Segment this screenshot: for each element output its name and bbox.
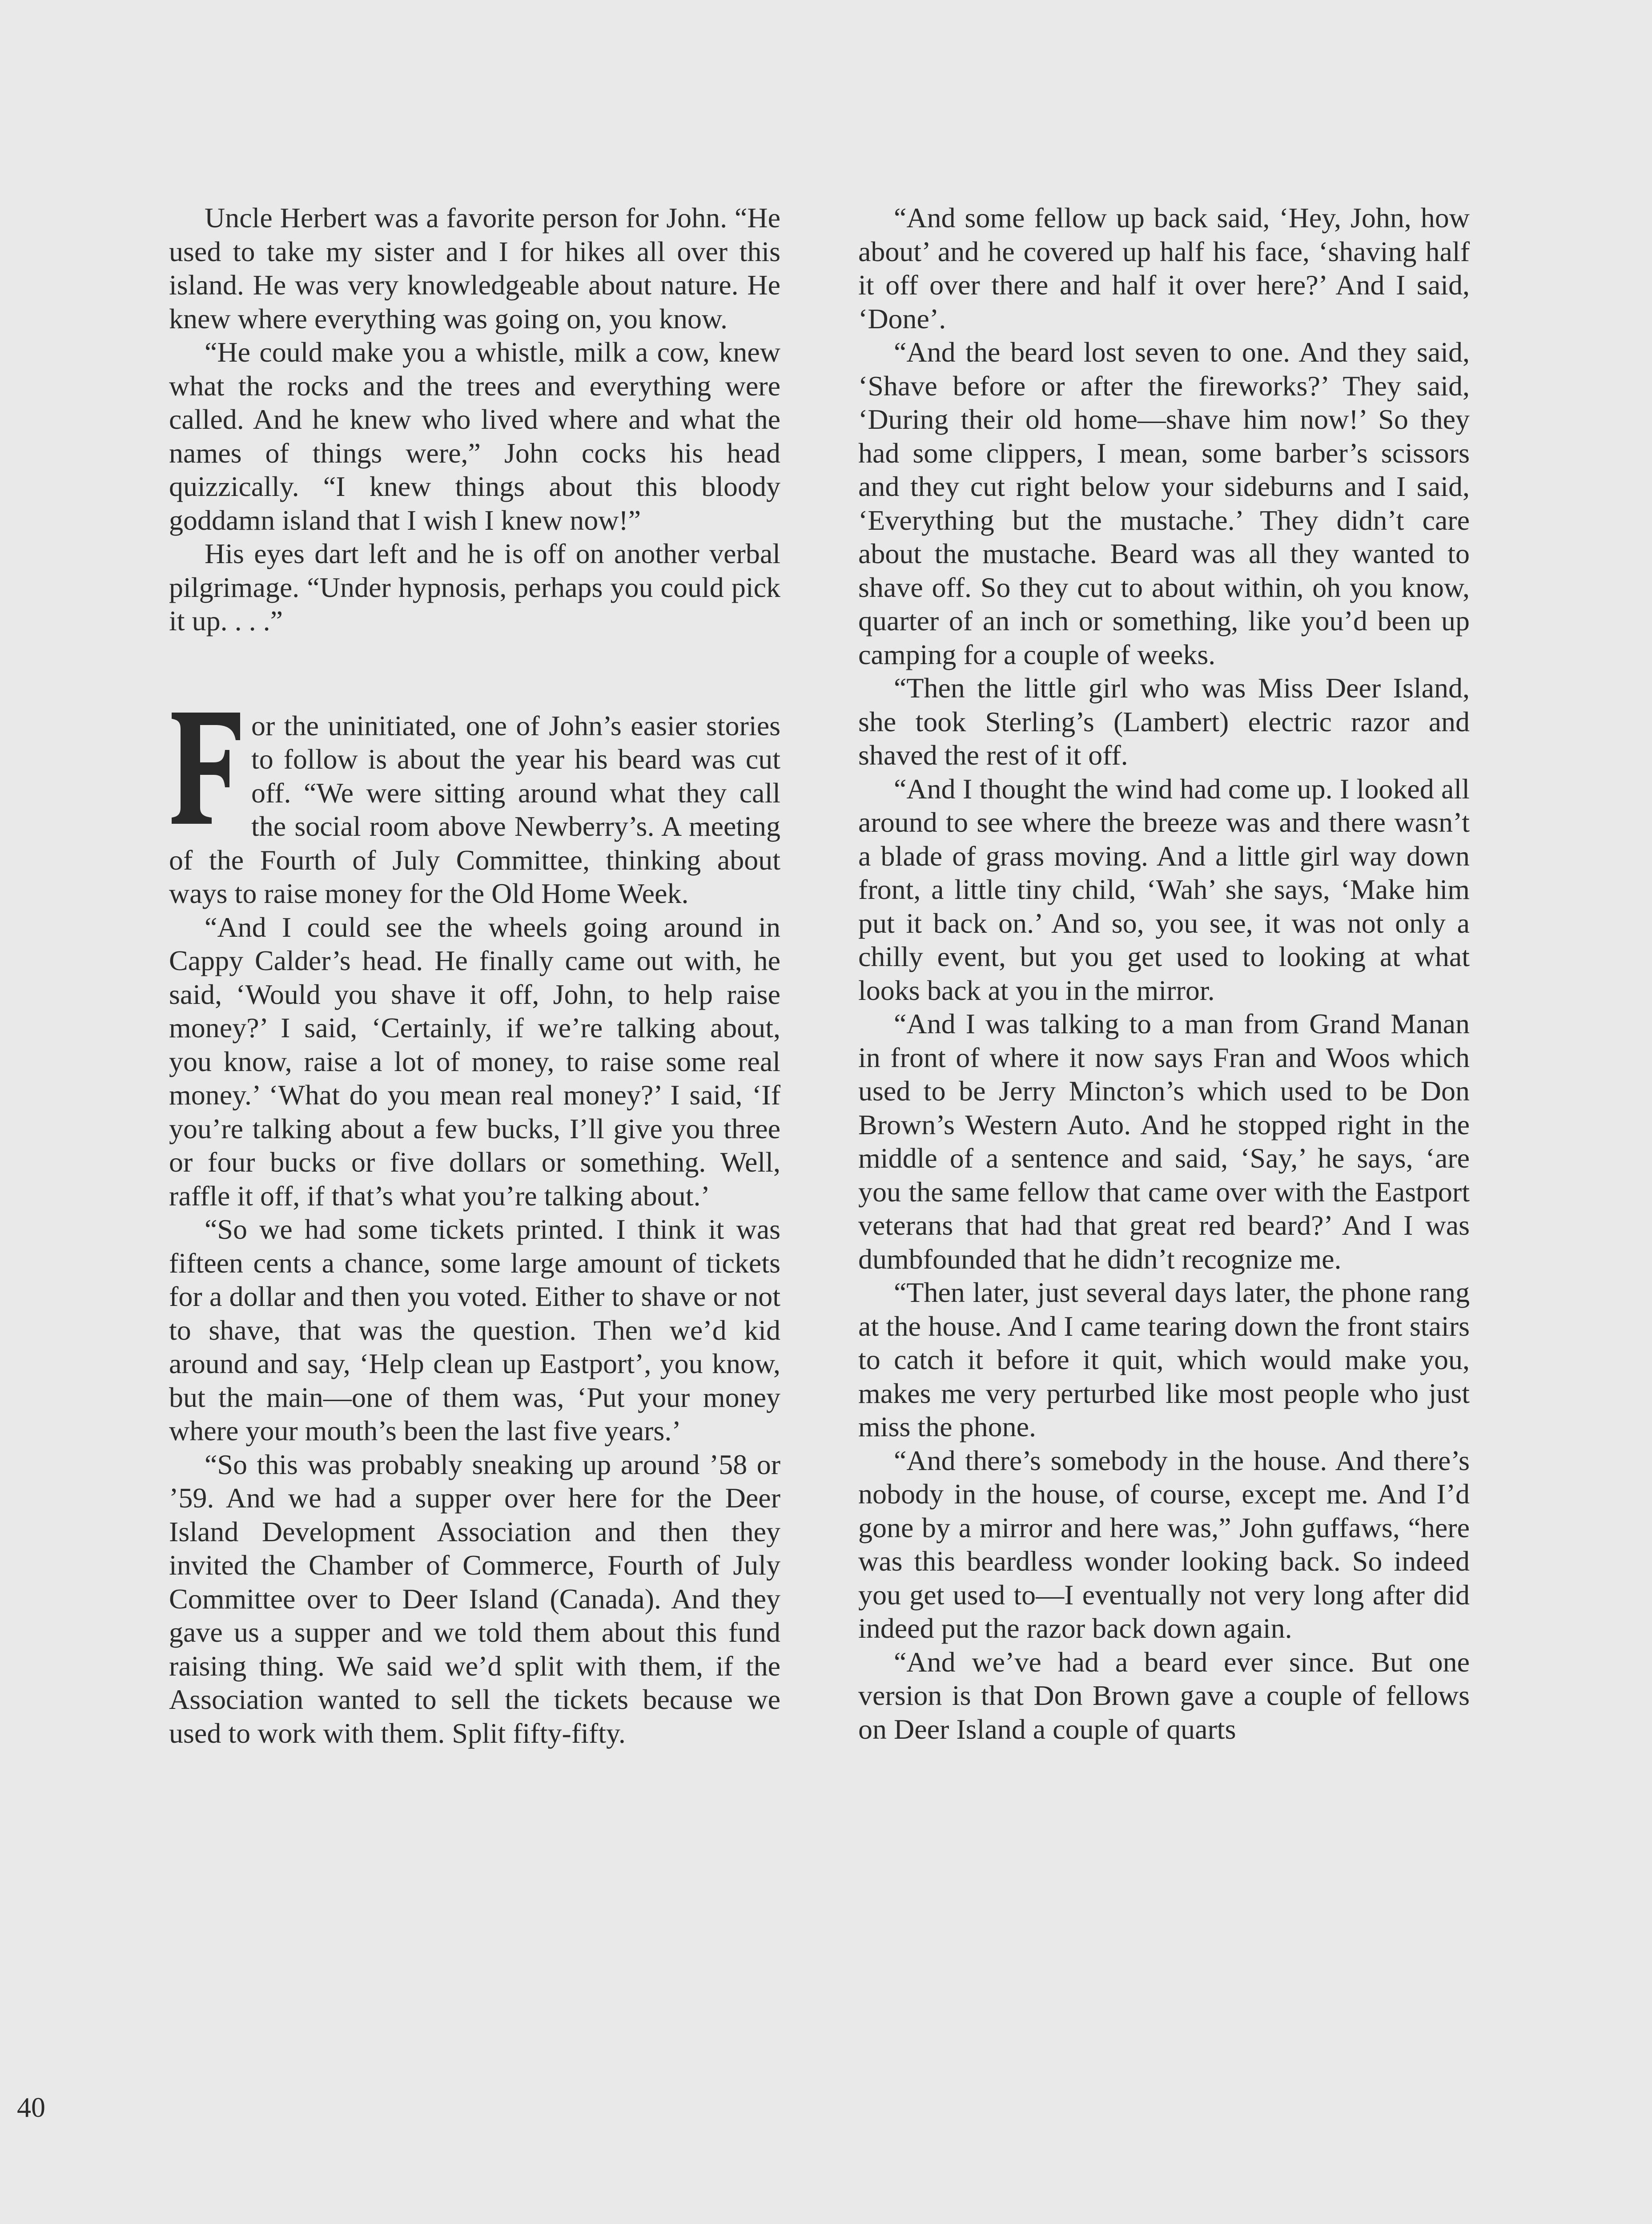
section-break <box>169 638 780 709</box>
paragraph-beard-lost: “And the beard lost seven to one. And they said, ‘Shave before or after the fireworks?’ They said, ‘During their old home—shave him now!’ So they had some clippers, I mean, some barber’s scissors and they cut right below your sideburns and I said, ‘Everything but the mustache.’ They didn’t care about the mustache. Beard was all they wanted to shave off. So they cut to about within, oh you know, quarter of an inch or something, like you’d been up camping for a couple of weeks. <box>858 336 1470 670</box>
dropcap-letter-graphic <box>169 713 242 824</box>
paragraph-uninitiated <box>169 709 780 911</box>
paragraph-grand-manan: “And I was talking to a man from Grand Manan in front of where it now says Fran and Woos which used to be Jerry Mincton’s which used to be Don Brown’s Western Auto. And he stopped right in the middle of a sentence and said, ‘Say,’ he says, ‘are you the same fellow that came over with the Eastport veterans that had that great red beard?’ And I was dumbfounded that he didn’t recognize me. <box>858 1008 1470 1275</box>
paragraph-hypnosis: His eyes dart left and he is off on another verbal pilgrimage. “Under hypnosis, perhaps you could pick it up. . . .” <box>169 538 780 637</box>
page-number: 40 <box>17 2091 45 2123</box>
paragraph-uncle-herbert: Uncle Herbert was a favorite person for John. “He used to take my sister and I for hikes all over this island. He was very knowledgeable about nature. He knew where everything was going on, you know. <box>169 202 780 334</box>
right-column <box>858 201 1470 1746</box>
paragraph-cappy-calder: “And I could see the wheels going around in Cappy Calder’s head. He finally came out with, he said, ‘Would you shave it off, John, to help raise money?’ I said, ‘Certainly, if we’re talking about, you know, raise a lot of money, to raise some real money.’ ‘What do you mean real money?’ I said, ‘If you’re talking about a few bucks, I’ll give you three or four bucks or five dollars or something. Well, raffle it off, if that’s what you’re talking about.’ <box>169 911 780 1212</box>
paragraph-phone-rang: “Then later, just several days later, the phone rang at the house. And I came tearing down the front stairs to catch it before it quit, which would make you, makes me very perturbed like most people who just miss the phone. <box>858 1277 1470 1442</box>
paragraph-tickets: “So we had some tickets printed. I think it was fifteen cents a chance, some large amount of tickets for a dollar and then you voted. Either to shave or not to shave, that was the question. Then we’d kid around and say, ‘Help clean up Eastport’, you know, but the main—one of them was, ‘Put your money where your mouth’s been the last five years.’ <box>169 1213 780 1446</box>
paragraph-mirror: “And there’s somebody in the house. And there’s nobody in the house, of course, except me. And I’d gone by a mirror and here was,” John guffaws, “here was this beardless wonder looking back. So indeed you get used to—I eventually not very long after did indeed put the razor back down again. <box>858 1444 1470 1644</box>
paragraph-hey-john: “And some fellow up back said, ‘Hey, John, how about’ and he covered up half his face, ‘shaving half it off over there and half it over here?’ And I said, ‘Done’. <box>858 202 1470 334</box>
paragraph-whistle: “He could make you a whistle, milk a cow, knew what the rocks and the trees and everything were called. And he knew who lived where and what the names of things were,” John cocks his head quizzically. “I knew things about this bloody goddamn island that I wish I knew now!” <box>169 336 780 536</box>
dropcap <box>169 713 242 824</box>
left-column <box>169 201 780 1750</box>
dropcap-paragraph-text: or the uninitiated, one of John’s easier stories to follow is about the year his beard was cut off. “We were sitting around what they call the social room above Newberry’s. A meeting of the Fourth of July Committee, thinking about ways to raise money for the Old Home Week. <box>169 709 780 909</box>
paragraph-deer-island-supper: “So this was probably sneaking up around ’58 or ’59. And we had a supper over here for the Deer Island Development Association and then they invited the Chamber of Commerce, Fourth of July Committee over to Deer Island (Canada). And they gave us a supper and we told them about this fund raising thing. We said we’d split with them, if the Association wanted to sell the tickets because we used to work with them. Split fifty-fifty. <box>169 1448 780 1749</box>
paragraph-miss-deer-island: “Then the little girl who was Miss Deer Island, she took Sterling’s (Lambert) electric razor and shaved the rest of it off. <box>858 672 1470 771</box>
paragraph-beard-ever-since: “And we’ve had a beard ever since. But one version is that Don Brown gave a couple of fellows on Deer Island a couple of quarts <box>858 1646 1470 1745</box>
paragraph-wind: “And I thought the wind had come up. I looked all around to see where the breeze was and there wasn’t a blade of grass moving. And a little girl way down front, a little tiny child, ‘Wah’ she says, ‘Make him put it back on.’ And so, you see, it was not only a chilly event, but you get used to looking at what looks back at you in the mirror. <box>858 773 1470 1006</box>
